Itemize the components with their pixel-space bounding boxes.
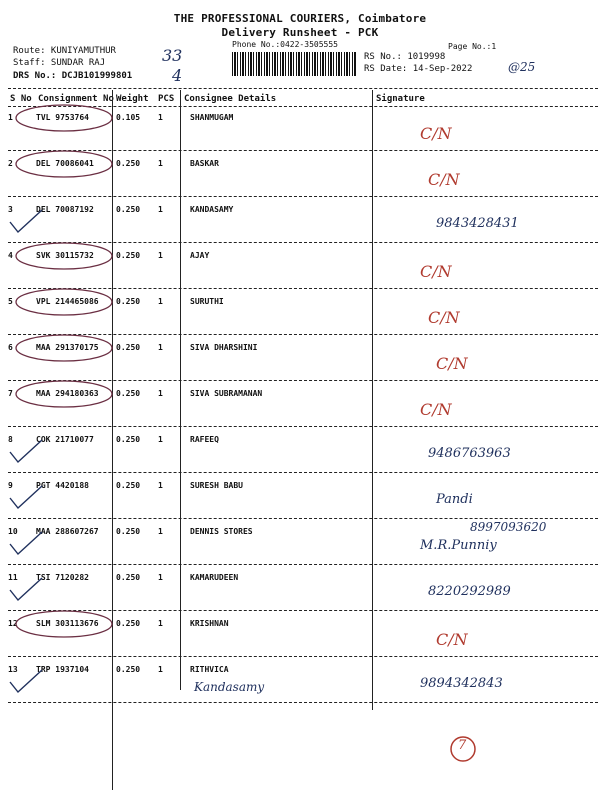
pcs: 1 (158, 665, 163, 674)
tick-mark (8, 530, 48, 560)
consignment-number: TVL 9753764 (36, 113, 89, 122)
handwritten-count: 33 (162, 46, 183, 65)
pcs: 1 (158, 113, 163, 122)
header-rule-top (8, 88, 598, 89)
signature-handwriting: C/N (420, 400, 452, 419)
route: Route: KUNIYAMUTHUR (13, 46, 116, 56)
staff: Staff: SUNDAR RAJ (13, 58, 106, 68)
pcs: 1 (158, 573, 163, 582)
table-row (0, 520, 600, 570)
row-sno: 6 (8, 343, 13, 352)
consignee-name: KRISHNAN (190, 619, 229, 628)
handwritten-note: Kandasamy (194, 680, 265, 694)
weight: 0.250 (116, 297, 141, 306)
row-sno: 2 (8, 159, 13, 168)
pcs: 1 (158, 251, 163, 260)
consignment-circle-mark (14, 149, 114, 179)
signature-handwriting: C/N (428, 308, 460, 327)
table-row (0, 662, 600, 708)
handwritten-note: 8997093620 (470, 520, 547, 534)
consignment-circle-mark (14, 333, 114, 363)
weight: 0.250 (116, 481, 141, 490)
row-separator (8, 472, 598, 473)
signature-handwriting: 9843428431 (436, 216, 519, 231)
col-sno: S No (10, 94, 32, 104)
pcs: 1 (158, 527, 163, 536)
consignment-number: COK 21710077 (36, 435, 94, 444)
tick-mark (8, 576, 48, 606)
row-separator (8, 564, 598, 565)
pcs: 1 (158, 205, 163, 214)
rs-date: RS Date: 14-Sep-2022 (364, 64, 473, 74)
pcs: 1 (158, 159, 163, 168)
consignment-number: VPL 214465086 (36, 297, 99, 306)
pcs: 1 (158, 297, 163, 306)
consignment-circle-mark (14, 609, 114, 639)
consignment-number: PGT 4420188 (36, 481, 89, 490)
consignment-number: TRP 1937104 (36, 665, 89, 674)
signature-handwriting: C/N (420, 124, 452, 143)
pcs: 1 (158, 619, 163, 628)
consignment-number: DEL 70087192 (36, 205, 94, 214)
tick-mark (8, 668, 48, 698)
row-separator (8, 196, 598, 197)
row-separator (8, 656, 598, 657)
consignee-name: SIVA SUBRAMANAN (190, 389, 263, 398)
consignee-name: KANDASAMY (190, 205, 234, 214)
signature-handwriting: Pandi (436, 492, 473, 507)
pcs: 1 (158, 481, 163, 490)
consignee-name: KAMARUDEEN (190, 573, 239, 582)
consignment-number: SVK 30115732 (36, 251, 94, 260)
consignment-circle-mark (14, 103, 114, 133)
row-sno: 5 (8, 297, 13, 306)
consignment-number: MAA 288607267 (36, 527, 99, 536)
consignment-number: MAA 294180363 (36, 389, 99, 398)
handwritten-count-2: 4 (172, 66, 183, 85)
consignee-name: SURESH BABU (190, 481, 243, 490)
row-sno: 3 (8, 205, 13, 214)
consignee-name: DENNIS STORES (190, 527, 253, 536)
pcs: 1 (158, 435, 163, 444)
weight: 0.250 (116, 435, 141, 444)
col-consignment: Consignment No (38, 94, 114, 104)
row-sno: 13 (8, 665, 18, 674)
col-signature: Signature (376, 94, 425, 104)
signature-handwriting: C/N (436, 630, 468, 649)
consignee-name: SIVA DHARSHINI (190, 343, 258, 352)
weight: 0.250 (116, 527, 141, 536)
consignment-circle-mark (14, 287, 114, 317)
row-sno: 11 (8, 573, 18, 582)
drs-number: DRS No.: DCJB101999801 (13, 71, 133, 81)
weight: 0.250 (116, 665, 141, 674)
weight: 0.250 (116, 251, 141, 260)
row-sno: 12 (8, 619, 18, 628)
row-separator (8, 518, 598, 519)
phone-number: Phone No.:0422-3505555 (232, 40, 338, 49)
table-row (0, 432, 600, 478)
row-sno: 9 (8, 481, 13, 490)
signature-handwriting: M.R.Punniy (420, 538, 497, 553)
table-row (0, 616, 600, 662)
consignment-number: SLM 303113676 (36, 619, 99, 628)
consignment-number: DEL 70086041 (36, 159, 94, 168)
row-sno: 10 (8, 527, 18, 536)
consignment-circle-mark (14, 241, 114, 271)
tick-mark (8, 438, 48, 468)
table-row (0, 478, 600, 524)
row-sno: 4 (8, 251, 13, 260)
row-separator (8, 426, 598, 427)
signature-handwriting: 9486763963 (428, 446, 511, 461)
row-sno: 8 (8, 435, 13, 444)
signature-handwriting: 9894342843 (420, 676, 503, 691)
consignee-name: SURUTHI (190, 297, 224, 306)
pcs: 1 (158, 389, 163, 398)
weight: 0.250 (116, 389, 141, 398)
col-pcs: PCS (158, 94, 175, 104)
consignee-name: RAFEEQ (190, 435, 219, 444)
col-consignee: Consignee Details (184, 94, 277, 104)
table-row (0, 386, 600, 432)
tick-mark (8, 208, 48, 238)
signature-handwriting: C/N (436, 354, 468, 373)
weight: 0.250 (116, 619, 141, 628)
weight: 0.250 (116, 573, 141, 582)
consignee-name: SHANMUGAM (190, 113, 234, 122)
signature-handwriting: 8220292989 (428, 584, 511, 599)
pcs: 1 (158, 343, 163, 352)
handwritten-time: @25 (508, 60, 536, 74)
weight: 0.105 (116, 113, 141, 122)
signature-handwriting: C/N (428, 170, 460, 189)
col-weight: Weight (116, 94, 149, 104)
row-separator (8, 702, 598, 703)
signature-handwriting: C/N (420, 262, 452, 281)
row-sno: 1 (8, 113, 13, 122)
table-row (0, 156, 600, 202)
weight: 0.250 (116, 205, 141, 214)
consignment-number: TSI 7120282 (36, 573, 89, 582)
consignee-name: RITHVICA (190, 665, 229, 674)
barcode (232, 52, 356, 76)
company-name: THE PROFESSIONAL COURIERS, Coimbatore (173, 12, 427, 25)
consignment-number: MAA 291370175 (36, 343, 99, 352)
page-number: Page No.:1 (448, 42, 497, 51)
consignee-name: BASKAR (190, 159, 219, 168)
row-sno: 7 (8, 389, 13, 398)
consignment-circle-mark (14, 379, 114, 409)
consignee-name: AJAY (190, 251, 210, 260)
weight: 0.250 (116, 159, 141, 168)
weight: 0.250 (116, 343, 141, 352)
rs-number: RS No.: 1019998 (364, 52, 446, 62)
tick-mark (8, 484, 48, 514)
document-title: Delivery Runsheet - PCK (221, 26, 379, 39)
page-circle-number: 7 (458, 738, 467, 753)
